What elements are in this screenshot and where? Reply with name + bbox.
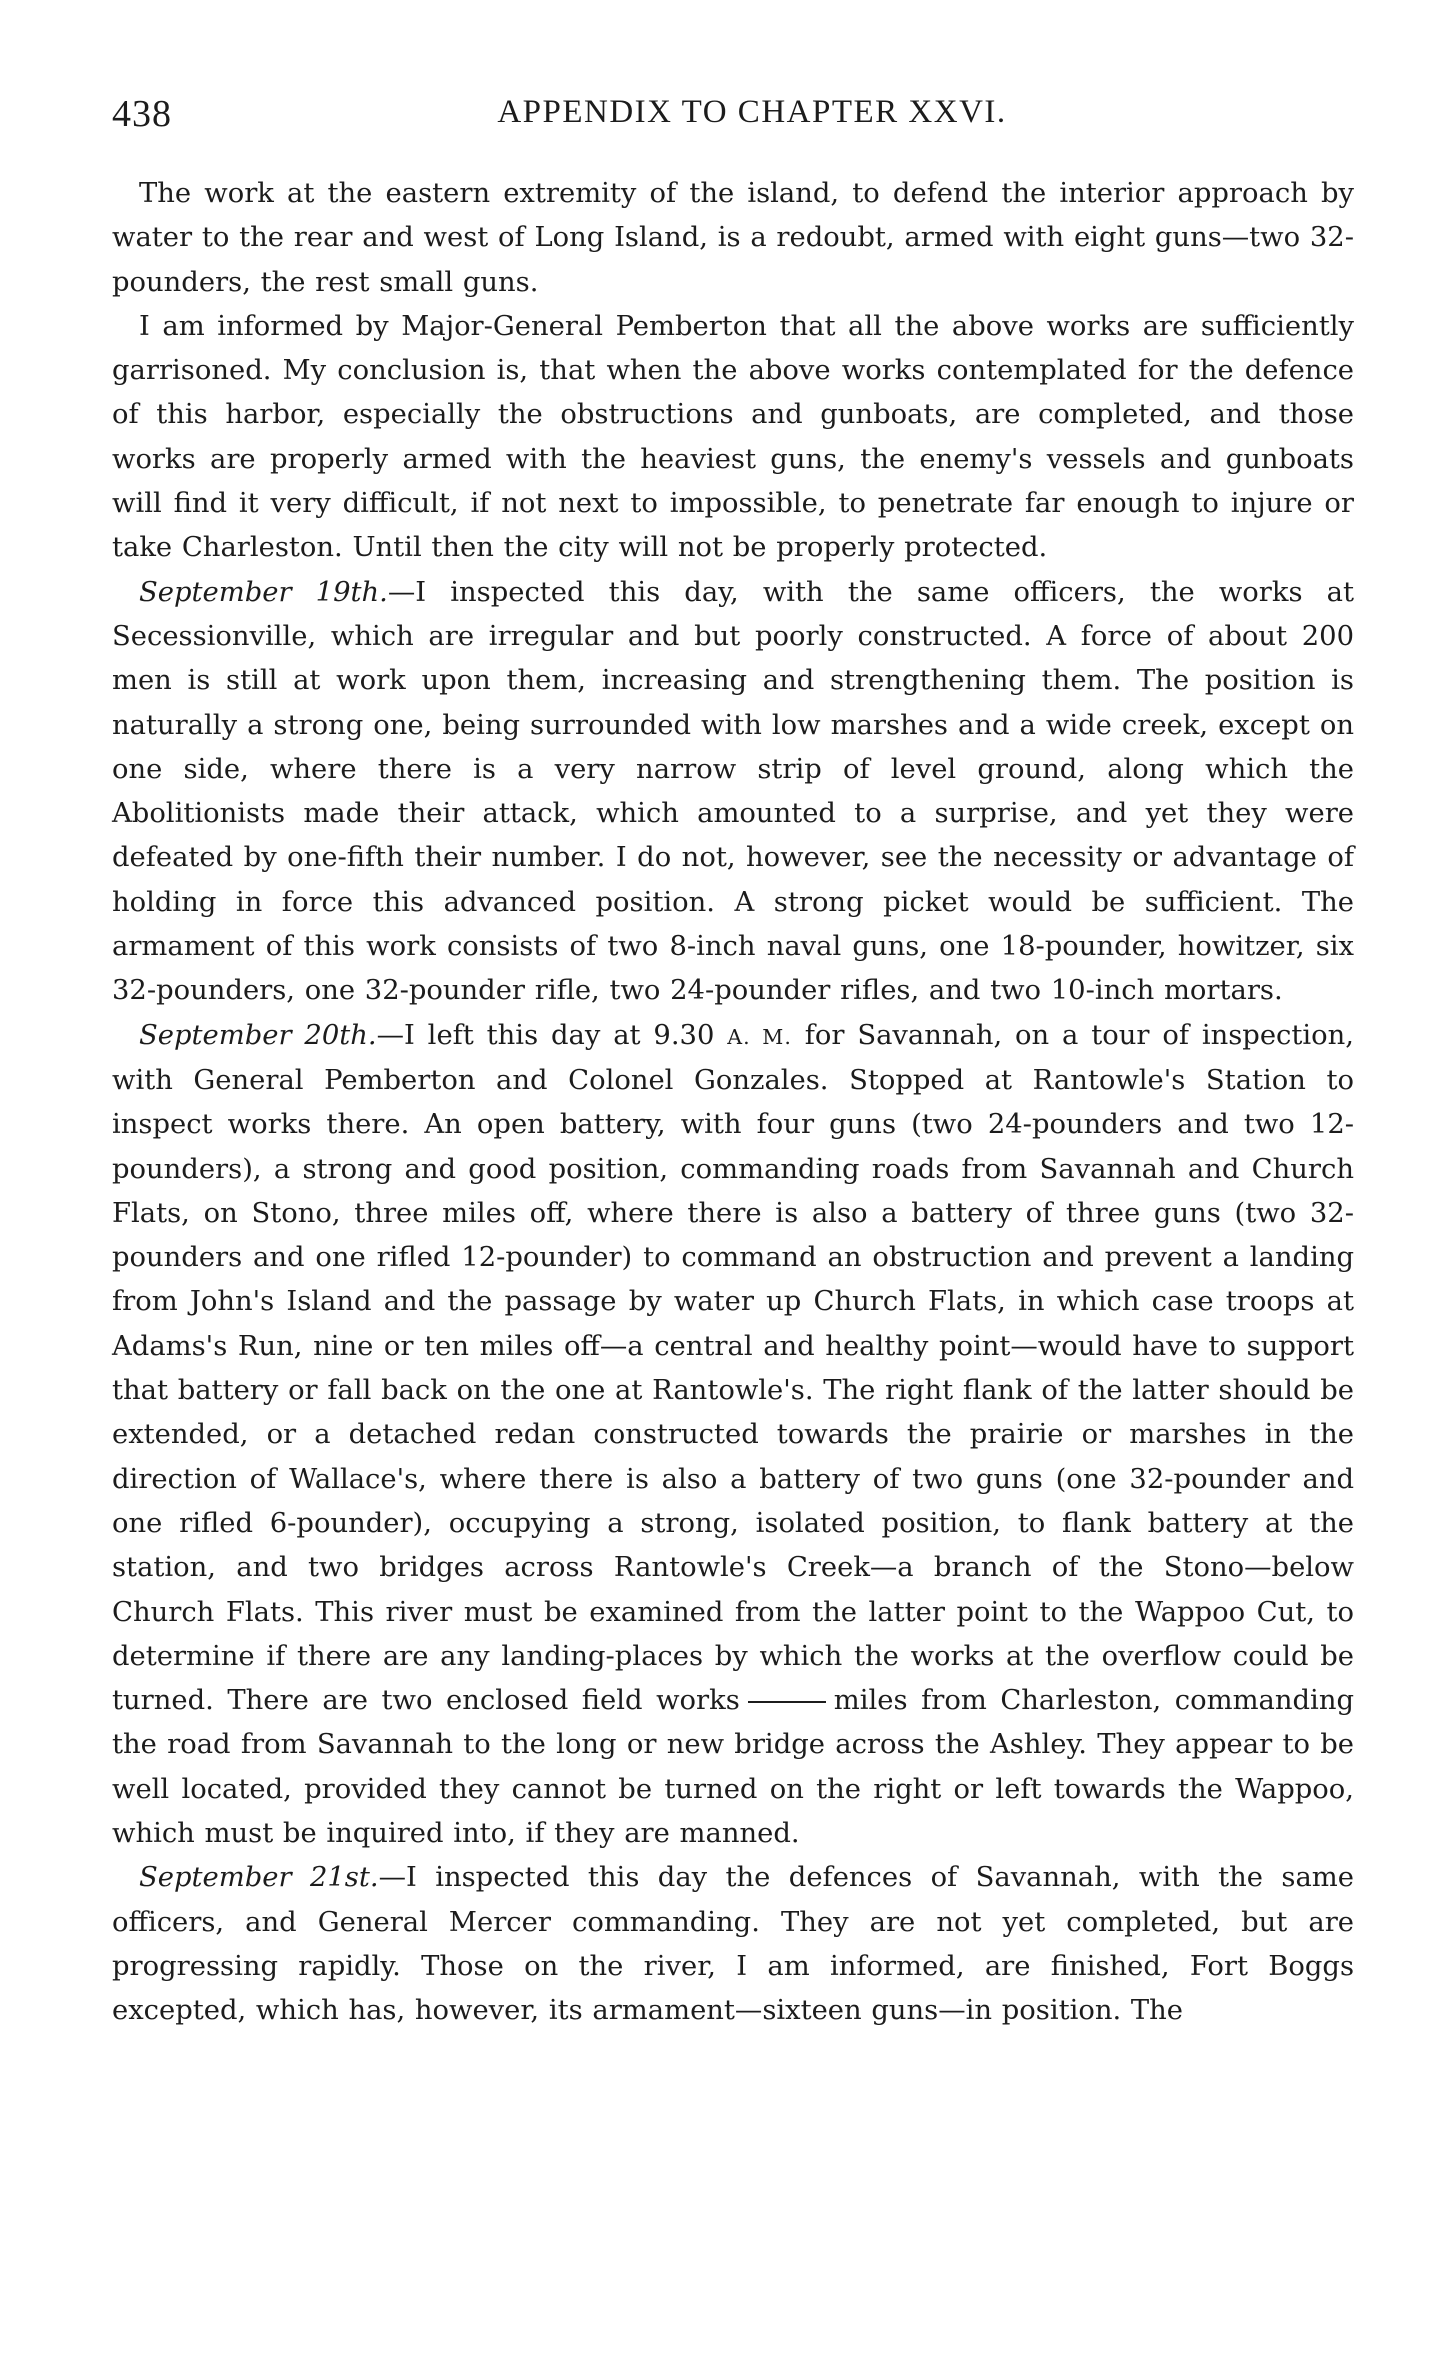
blank-distance-line (748, 1701, 826, 1703)
entry-text: miles from Charleston, commanding the road from Savannah to the long or new bridge across the Ashley. They appear to be well located, provided they cannot be turned on the right or left towards the Wappoo, which must be inquired into, if they are manned. (112, 1685, 1354, 1849)
entry-text: —I inspected this day, with the same officers, the works at Secessionville, which are irregular and but poorly constructed. A force of about 200 men is still at work upon them, increasing and strengthening them. The position is naturally a strong one, being surrounded with low marshes and a wide creek, except on one side, where there is a very narrow strip of level ground, along which the Abolitionists made their attack, which amounted to a surprise, and yet they were defeated by one-fifth their number. I do not, however, see the necessity or advantage of holding in force this advanced position. A strong picket would be sufficient. The armament of this work consists of two 8-inch naval guns, one 18-pounder, howitzer, six 32-pounders, one 32-pounder rifle, two 24-pounder rifles, and two 10-inch mortars. (112, 576, 1354, 1007)
body-text (112, 172, 1354, 2033)
entry-date: September 21st. (139, 1862, 379, 1894)
paragraph-september-20 (112, 1014, 1354, 1857)
entry-date: September 20th. (139, 1019, 377, 1051)
entry-text: —I left this day at 9.30 (376, 1019, 728, 1051)
running-title: APPENDIX TO CHAPTER XXVI. (497, 94, 1007, 130)
running-head (112, 92, 1352, 152)
entry-date: September 19th. (139, 576, 388, 608)
paragraph-september-19 (112, 571, 1354, 1014)
page-number: 438 (112, 93, 172, 135)
paragraph-redoubt: The work at the eastern extremity of the island, to defend the interior approach by water to the rear and west of Long Island, is a redoubt, armed with eight guns—two 32-pounders, the rest small guns. (112, 178, 1354, 298)
paragraph-conclusion: I am informed by Major-General Pemberton that all the above works are sufficiently garrisoned. My conclusion is, that when the above works contemplated for the defence of this harbor, especially the obstructions and gunboats, are completed, and those works are properly armed with the heaviest guns, the enemy's vessels and gunboats will find it very difficult, if not next to impossible, to penetrate far enough to injure or take Charleston. Until then the city will not be properly protected. (112, 310, 1354, 564)
time-abbreviation: A. M. (727, 1024, 792, 1049)
entry-text: for Savannah, on a tour of inspection, with General Pemberton and Colonel Gonzales. Stopped at Rantowle's Station to inspect works there. An open battery, with four guns (two 24-pounders and two 12-pounders), a strong and good position, commanding roads from Savannah and Church Flats, on Stono, three miles off, where there is also a battery of three guns (two 32-pounders and one rifled 12-pounder) to command an obstruction and prevent a landing from John's Island and the passage by water up Church Flats, in which case troops at Adams's Run, nine or ten miles off—a central and healthy point—would have to support that battery or fall back on the one at Rantowle's. The right flank of the latter should be extended, or a detached redan constructed towards the prairie or marshes in the direction of Wallace's, where there is also a battery of two guns (one 32-pounder and one rifled 6-pounder), occupying a strong, isolated position, to flank battery at the station, and two bridges across Rantowle's Creek—a branch of the Stono—below Church Flats. This river must be examined from the latter point to the Wappoo Cut, to determine if there are any landing-places by which the works at the overflow could be turned. There are two enclosed field works (112, 1019, 1354, 1717)
paragraph-september-21 (112, 1856, 1354, 2033)
entry-text: —I inspected this day the defences of Savannah, with the same officers, and General Mercer commanding. They are not yet completed, but are progressing rapidly. Those on the river, I am informed, are finished, Fort Boggs excepted, which has, however, its armament—sixteen guns—in position. The (112, 1862, 1354, 2027)
